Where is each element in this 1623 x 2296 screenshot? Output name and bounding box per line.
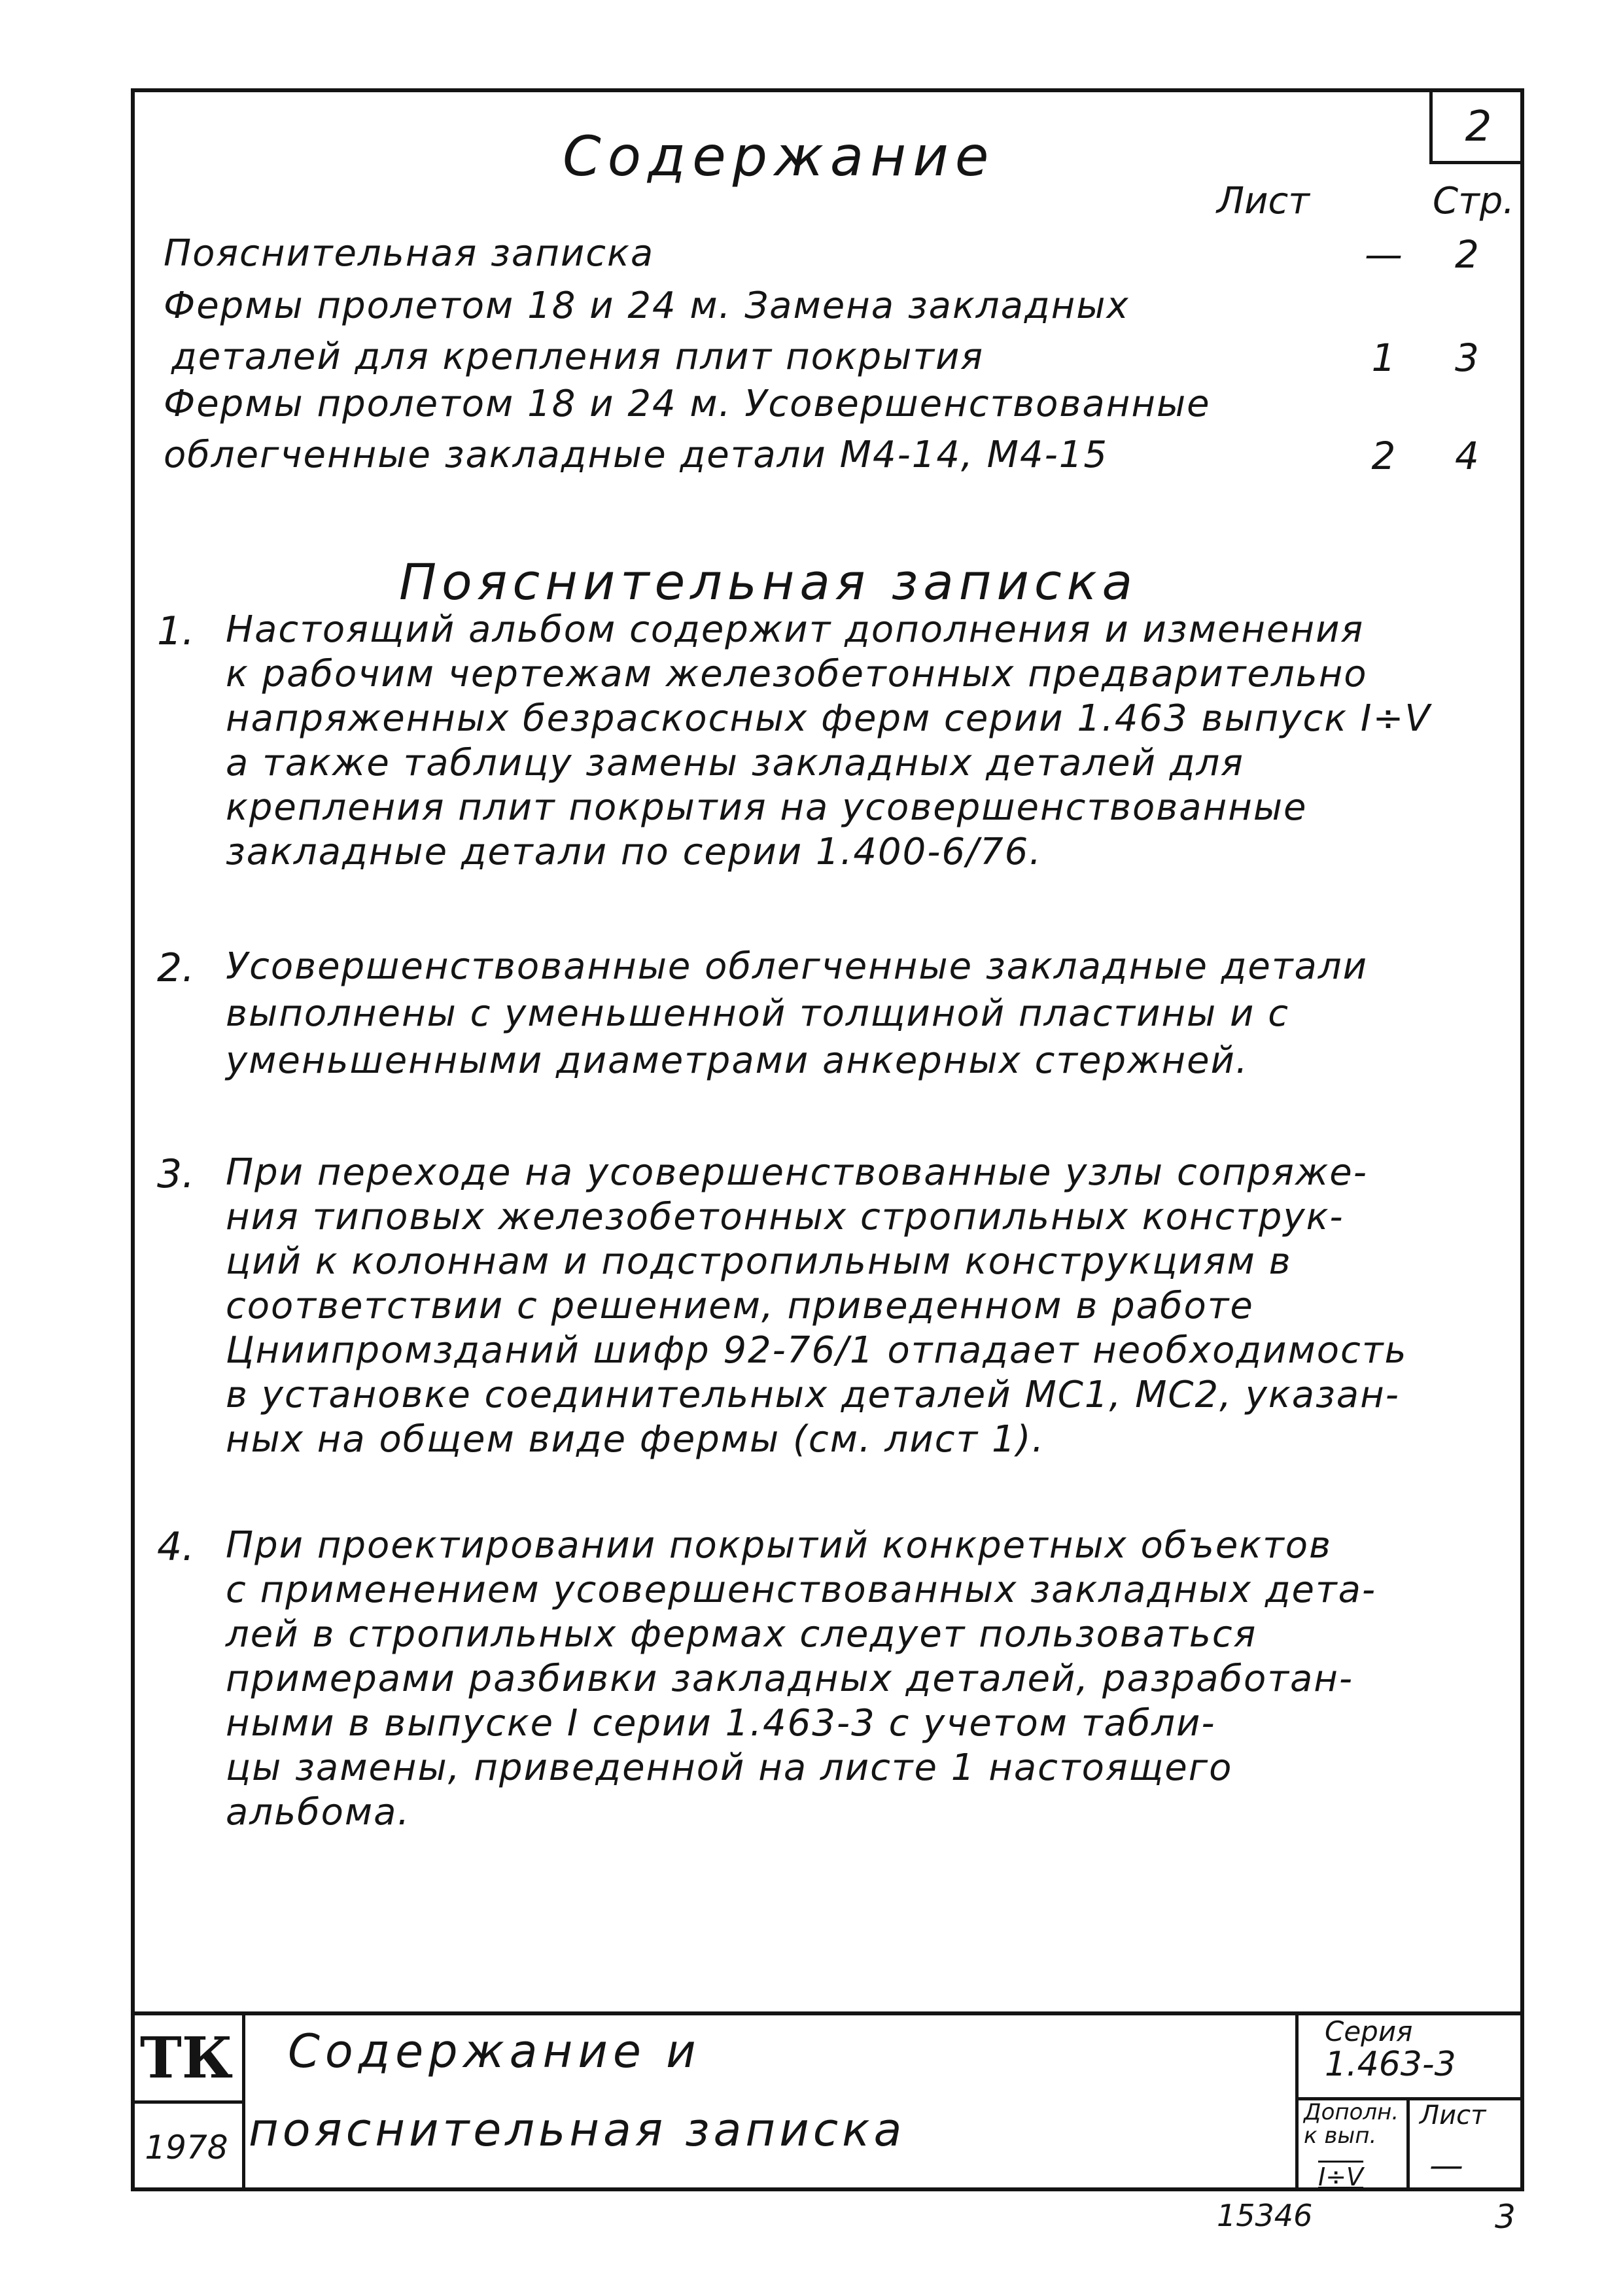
supplement-value: I÷V	[1318, 2163, 1364, 2191]
paragraph-line: крепления плит покрытия на усовершенствованные	[226, 786, 1308, 829]
toc-row	[164, 232, 1478, 285]
toc-row-text: Фермы пролетом 18 и 24 м. Замена закладных	[164, 285, 1130, 327]
toc-col-sheet-header: Лист	[1217, 180, 1310, 222]
note-paragraph	[157, 945, 1492, 1089]
paragraph-line: альбома.	[226, 1791, 411, 1834]
paragraph-line: уменьшенными диаметрами анкерных стержней.	[226, 1039, 1249, 1082]
toc-col-page-header: Стр.	[1433, 180, 1515, 222]
paragraph-line: к рабочим чертежам железобетонных предварительно	[226, 653, 1368, 695]
supplement-label: Дополн. к вып.	[1304, 2099, 1399, 2149]
series-label: Серия	[1325, 2015, 1413, 2047]
paragraph-number: 2.	[157, 945, 195, 991]
note-paragraph	[157, 1151, 1492, 1472]
paragraph-number: 3.	[157, 1151, 195, 1197]
series-value: 1.463-3	[1325, 2045, 1456, 2084]
toc-row-page: 4	[1455, 434, 1479, 478]
stamp-year: 1978	[131, 2104, 245, 2191]
paragraph-line: соответствии с решением, приведенном в работе	[226, 1285, 1254, 1327]
paragraph-line: в установке соединительных деталей МС1, МС2, указан-	[226, 1374, 1400, 1416]
toc-row	[164, 383, 1478, 487]
stamp-title-line-2: пояснительная записка	[249, 2103, 906, 2157]
paragraph-line: При переходе на усовершенствованные узлы сопряже-	[226, 1151, 1368, 1194]
paragraph-line: ными в выпуске I серии 1.463-3 с учетом табли-	[226, 1702, 1216, 1745]
paragraph-line: Цниипромзданий шифр 92-76/1 отпадает необходимость	[226, 1329, 1408, 1372]
page-number-box: 2	[1429, 92, 1524, 164]
note-paragraph	[157, 608, 1492, 883]
paragraph-line: закладные детали по серии 1.400-6/76.	[226, 831, 1043, 873]
stamp-title-line-1: Содержание и	[288, 2025, 701, 2078]
toc-row	[164, 285, 1478, 389]
toc-row-text: Фермы пролетом 18 и 24 м. Усовершенствованные	[164, 383, 1211, 425]
paragraph-line: ций к колоннам и подстропильным конструкциям в	[226, 1240, 1292, 1283]
toc-title: Содержание	[563, 124, 996, 188]
stamp-sheet-label: Лист	[1420, 2100, 1486, 2131]
toc-row-page: 3	[1455, 336, 1479, 380]
toc-row-page: 2	[1455, 232, 1479, 277]
paragraph-line: цы замены, приведенной на листе 1 настоящего	[226, 1747, 1233, 1789]
footer-page-number: 3	[1495, 2198, 1516, 2236]
stamp-sheet-value: —	[1429, 2146, 1463, 2185]
note-paragraph	[157, 1524, 1492, 1845]
paragraph-line: лей в стропильных фермах следует пользоваться	[226, 1613, 1257, 1656]
paragraph-line: Усовершенствованные облегченные закладные детали	[226, 945, 1369, 988]
stamp-divider	[1406, 2097, 1410, 2191]
paragraph-line: При проектировании покрытий конкретных объектов	[226, 1524, 1333, 1567]
paragraph-line: ных на общем виде фермы (см. лист 1).	[226, 1418, 1045, 1461]
toc-row-sheet: 1	[1371, 336, 1396, 380]
stamp-info-cells	[1295, 2015, 1524, 2191]
organization-logo: ТК	[131, 2015, 245, 2104]
paragraph-number: 1.	[157, 608, 195, 654]
paragraph-line: примерами разбивки закладных деталей, разработан-	[226, 1658, 1354, 1700]
archive-number: 15346	[1217, 2198, 1313, 2233]
toc-row-text: деталей для крепления плит покрытия	[171, 336, 985, 378]
paragraph-line: а также таблицу замены закладных деталей для	[226, 742, 1244, 784]
paragraph-line: выполнены с уменьшенной толщиной пластины и с	[226, 992, 1290, 1035]
paragraph-line: напряженных безраскосных ферм серии 1.463 выпуск I÷V	[226, 697, 1431, 740]
toc-row-sheet: —	[1365, 232, 1403, 277]
paragraph-number: 4.	[157, 1524, 195, 1570]
paragraph-line: с применением усовершенствованных закладных дета-	[226, 1569, 1377, 1611]
toc-row-text: облегченные закладные детали М4-14, М4-15	[164, 434, 1109, 476]
note-title: Пояснительная записка	[399, 553, 1138, 611]
paragraph-line: ния типовых железобетонных стропильных конструк-	[226, 1196, 1344, 1238]
toc-row-sheet: 2	[1371, 434, 1396, 478]
paragraph-line: Настоящий альбом содержит дополнения и изменения	[226, 608, 1365, 651]
toc-row-text: Пояснительная записка	[164, 232, 655, 275]
